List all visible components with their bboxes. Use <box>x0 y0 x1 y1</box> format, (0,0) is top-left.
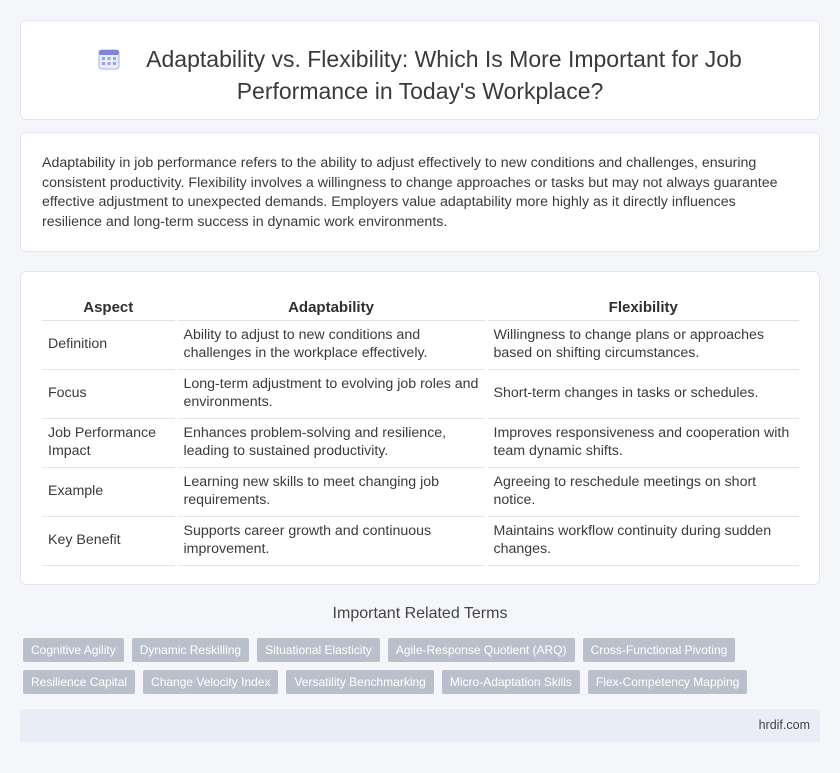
tag-situational-elasticity[interactable]: Situational Elasticity <box>257 638 380 662</box>
row-adaptability: Supports career growth and continuous improvement. <box>176 516 486 565</box>
tag-versatility-benchmarking[interactable]: Versatility Benchmarking <box>286 670 433 694</box>
header-adaptability: Adaptability <box>176 295 486 320</box>
related-terms-title: Important Related Terms <box>332 605 508 622</box>
table-row <box>42 418 799 467</box>
tag-cross-functional-pivoting[interactable]: Cross-Functional Pivoting <box>583 638 736 662</box>
tag-micro-adaptation-skills[interactable]: Micro-Adaptation Skills <box>442 670 580 694</box>
tag-dynamic-reskilling[interactable]: Dynamic Reskilling <box>132 638 249 662</box>
row-flexibility: Short-term changes in tasks or schedules. <box>486 369 799 418</box>
header-flexibility: Flexibility <box>486 295 799 320</box>
title-line-2: Performance in Today's Workplace? <box>236 78 604 104</box>
related-terms-tags <box>23 638 823 702</box>
row-adaptability: Ability to adjust to new conditions and challenges in the workplace effectively. <box>176 320 486 369</box>
tag-flex-competency-mapping[interactable]: Flex-Competency Mapping <box>588 670 747 694</box>
page-title <box>21 43 819 107</box>
footer <box>20 709 820 742</box>
row-flexibility: Maintains workflow continuity during sudden changes. <box>486 516 799 565</box>
row-flexibility: Agreeing to reschedule meetings on short notice. <box>486 467 799 516</box>
row-adaptability: Long-term adjustment to evolving job roles and environments. <box>176 369 486 418</box>
tag-change-velocity-index[interactable]: Change Velocity Index <box>143 670 278 694</box>
row-aspect: Key Benefit <box>42 516 176 565</box>
title-line-1: Adaptability vs. Flexibility: Which Is More Important for Job <box>146 46 742 72</box>
table-row <box>42 467 799 516</box>
tag-agile-response-quotient[interactable]: Agile-Response Quotient (ARQ) <box>388 638 575 662</box>
header-aspect: Aspect <box>42 295 176 320</box>
row-aspect: Job Performance Impact <box>42 418 176 467</box>
table-row <box>42 516 799 565</box>
tag-resilience-capital[interactable]: Resilience Capital <box>23 670 135 694</box>
title-card <box>20 20 820 120</box>
row-flexibility: Improves responsiveness and cooperation with team dynamic shifts. <box>486 418 799 467</box>
comparison-table <box>42 295 799 566</box>
table-row <box>42 320 799 369</box>
comparison-card <box>20 271 820 585</box>
summary-card <box>20 132 820 252</box>
table-header-row <box>42 295 799 320</box>
footer-site[interactable]: hrdif.com <box>758 718 810 732</box>
tag-cognitive-agility[interactable]: Cognitive Agility <box>23 638 124 662</box>
table-row <box>42 369 799 418</box>
row-adaptability: Learning new skills to meet changing job requirements. <box>176 467 486 516</box>
summary-text: Adaptability in job performance refers to the ability to adjust effectively to new conditions and challenges, ensuring consistent productivity. Flexibility involves a willingness to change approaches or tasks but may not always guarantee effective adjustment to unexpected demands. Employers value adaptability more highly as it directly influences resilience and long-term success in dynamic work environments. <box>42 155 778 230</box>
calendar-icon <box>98 48 120 70</box>
row-aspect: Example <box>42 467 176 516</box>
row-aspect: Definition <box>42 320 176 369</box>
row-aspect: Focus <box>42 369 176 418</box>
row-adaptability: Enhances problem-solving and resilience, leading to sustained productivity. <box>176 418 486 467</box>
row-flexibility: Willingness to change plans or approaches based on shifting circumstances. <box>486 320 799 369</box>
